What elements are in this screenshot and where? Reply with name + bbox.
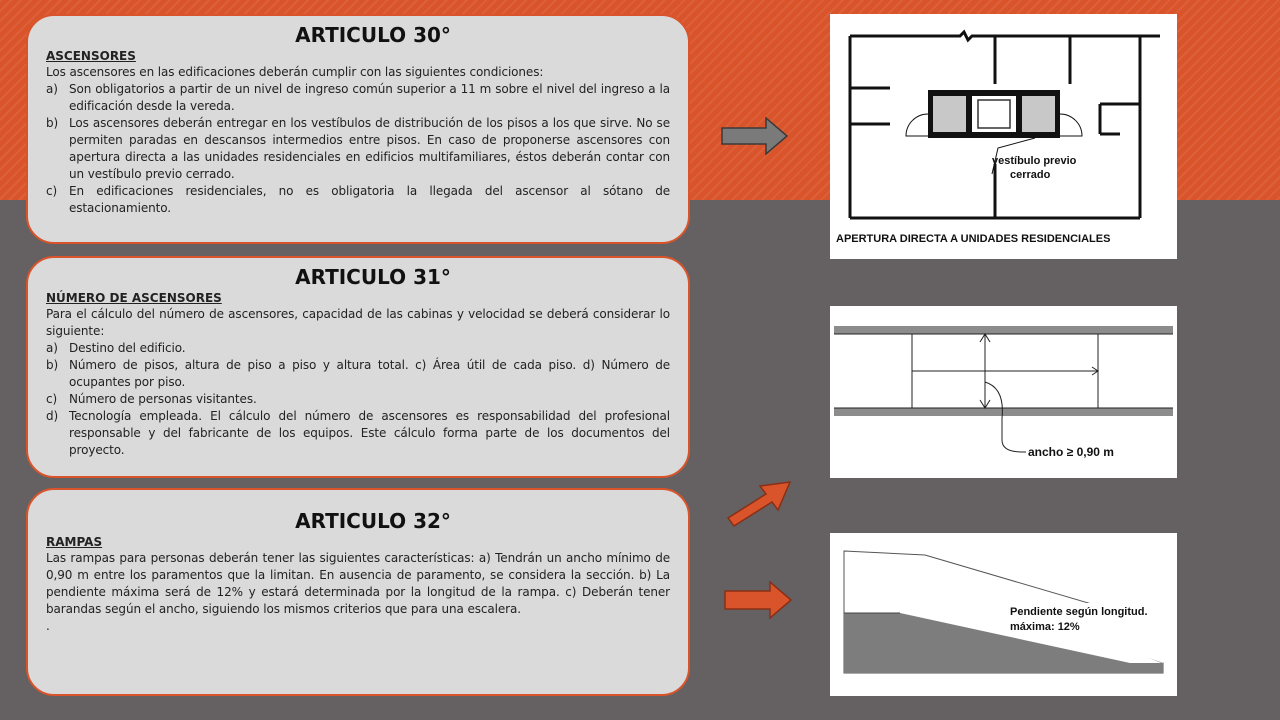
article-32-trailing: .: [46, 619, 50, 633]
fig1-callout-line1: vestíbulo previo: [992, 155, 1077, 167]
fig3-label-line2: máxima: 12%: [1010, 621, 1080, 633]
article-31-title: ARTICULO 31°: [295, 265, 451, 289]
list-item: b) Los ascensores deberán entregar en los vestíbulos de distribución de los pisos a los que sirve. No se permiten paradas en descansos intermedios entre pisos. En caso de proponerse ascensores con apertura directa a las unidades residenciales en edificios multifamiliares, éstos deberán contar con un vestíbulo previo cerrado.: [46, 116, 670, 181]
list-item: a) Destino del edificio.: [46, 341, 186, 355]
list-item: d) Tecnología empleada. El cálculo del número de ascensores es responsabilidad del profesional responsable y del fabricante de los equipos. Este cálculo forma parte de los documentos del proyecto.: [46, 409, 670, 457]
list-item: c) En edificaciones residenciales, no es obligatoria la llegada del ascensor al sótano de estacionamiento.: [46, 184, 670, 215]
article-30-subtitle: ASCENSORES: [46, 49, 136, 63]
elevator-plan-figure: [830, 14, 1177, 259]
fig1-callout-line2: cerrado: [1010, 169, 1051, 181]
article-30-intro: Los ascensores en las edificaciones deberán cumplir con las siguientes condiciones:: [46, 65, 544, 79]
ramp-slope-figure: [830, 533, 1177, 696]
article-32-body: Las rampas para personas deberán tener las siguientes características: a) Tendrán un ancho mínimo de 0,90 m entre los paramentos que la limitan. En ausencia de paramento, se considera la sección. b) La pendiente máxima será de 12% y estará determinada por la longitud de la rampa. c) Deberán tener barandas según el ancho, siguiendo los mismos criterios que para una escalera.: [46, 551, 670, 616]
fig2-label: ancho ≥ 0,90 m: [1028, 445, 1114, 459]
article-32-title: ARTICULO 32°: [295, 509, 451, 533]
list-item: b) Número de pisos, altura de piso a piso y altura total. c) Área útil de cada piso. d) Número de ocupantes por piso.: [46, 358, 670, 389]
article-31-intro: Para el cálculo del número de ascensores, capacidad de las cabinas y velocidad se deberá considerar lo siguiente:: [46, 307, 670, 338]
article-30-card: [26, 14, 690, 244]
corridor-width-figure: [830, 306, 1177, 478]
article-32-subtitle: RAMPAS: [46, 535, 103, 549]
grey-arrow-right: [720, 116, 790, 156]
fig1-caption: APERTURA DIRECTA A UNIDADES RESIDENCIALES: [836, 233, 1111, 245]
fig3-label-line1: Pendiente según longitud.: [1010, 606, 1148, 618]
list-item: c) Número de personas visitantes.: [46, 392, 257, 406]
article-32-card: [26, 488, 690, 696]
list-item: a) Son obligatorios a partir de un nivel de ingreso común superior a 11 m sobre el nivel del ingreso a la edificación desde la vereda.: [46, 82, 670, 113]
article-31-card: [26, 256, 690, 478]
article-31-subtitle: NÚMERO DE ASCENSORES: [46, 291, 222, 305]
article-31-list: [46, 340, 670, 459]
orange-arrow-diagonal: [724, 478, 794, 532]
article-30-list: [46, 81, 670, 217]
orange-arrow-right: [722, 580, 794, 620]
article-30-title: ARTICULO 30°: [295, 23, 451, 47]
